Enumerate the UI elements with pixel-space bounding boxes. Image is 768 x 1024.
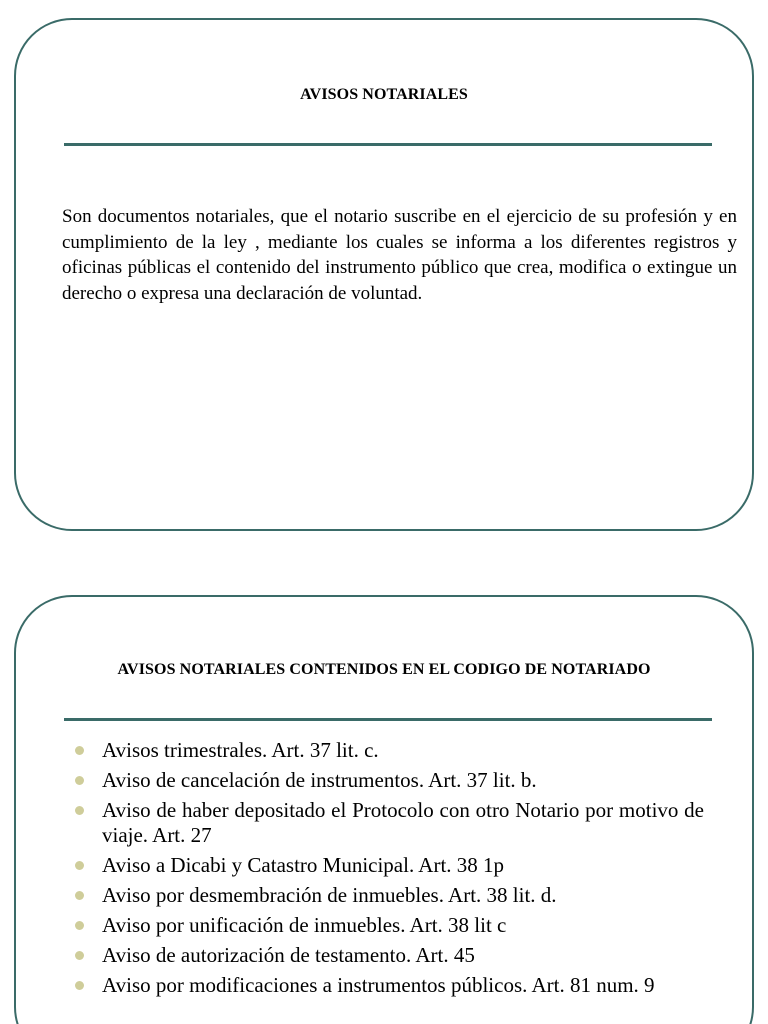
bullet-icon xyxy=(75,921,84,930)
notice-list xyxy=(72,738,704,1003)
list-item xyxy=(72,913,704,938)
list-item-text: Aviso por unificación de inmuebles. Art. 38 lit c xyxy=(102,913,507,937)
list-item-text: Aviso de haber depositado el Protocolo con otro Notario por motivo de viaje. Art. 27 xyxy=(102,798,704,847)
list-item-text: Aviso a Dicabi y Catastro Municipal. Art. 38 1p xyxy=(102,853,505,877)
list-item-text: Aviso por modificaciones a instrumentos públicos. Art. 81 num. 9 xyxy=(102,973,655,997)
title-divider xyxy=(64,143,712,146)
bullet-icon xyxy=(75,951,84,960)
list-item-text: Aviso de cancelación de instrumentos. Art. 37 lit. b. xyxy=(102,768,537,792)
list-item xyxy=(72,798,704,848)
list-item xyxy=(72,853,704,878)
list-item xyxy=(72,943,704,968)
slide-definition xyxy=(14,18,754,531)
bullet-icon xyxy=(75,746,84,755)
slide-notice-list xyxy=(14,595,754,1024)
bullet-icon xyxy=(75,861,84,870)
list-item xyxy=(72,883,704,908)
bullet-icon xyxy=(75,776,84,785)
list-item xyxy=(72,973,704,998)
bullet-icon xyxy=(75,981,84,990)
list-item-text: Aviso de autorización de testamento. Art. 45 xyxy=(102,943,475,967)
list-item-text: Aviso por desmembración de inmuebles. Art. 38 lit. d. xyxy=(102,883,557,907)
definition-paragraph: Son documentos notariales, que el notario suscribe en el ejercicio de su profesión y en cumplimiento de la ley , mediante los cuales se informa a los diferentes registros y oficinas públicas el contenido del instrumento público que crea, modifica o extingue un derecho o expresa una declaración de voluntad. xyxy=(62,206,737,304)
slide-title: AVISOS NOTARIALES xyxy=(300,86,468,103)
list-item-text: Avisos trimestrales. Art. 37 lit. c. xyxy=(102,738,379,762)
list-item xyxy=(72,738,704,763)
bullet-icon xyxy=(75,806,84,815)
title-divider xyxy=(64,718,712,721)
list-item xyxy=(72,768,704,793)
slide-title: AVISOS NOTARIALES CONTENIDOS EN EL CODIGO DE NOTARIADO xyxy=(117,661,651,678)
bullet-icon xyxy=(75,891,84,900)
